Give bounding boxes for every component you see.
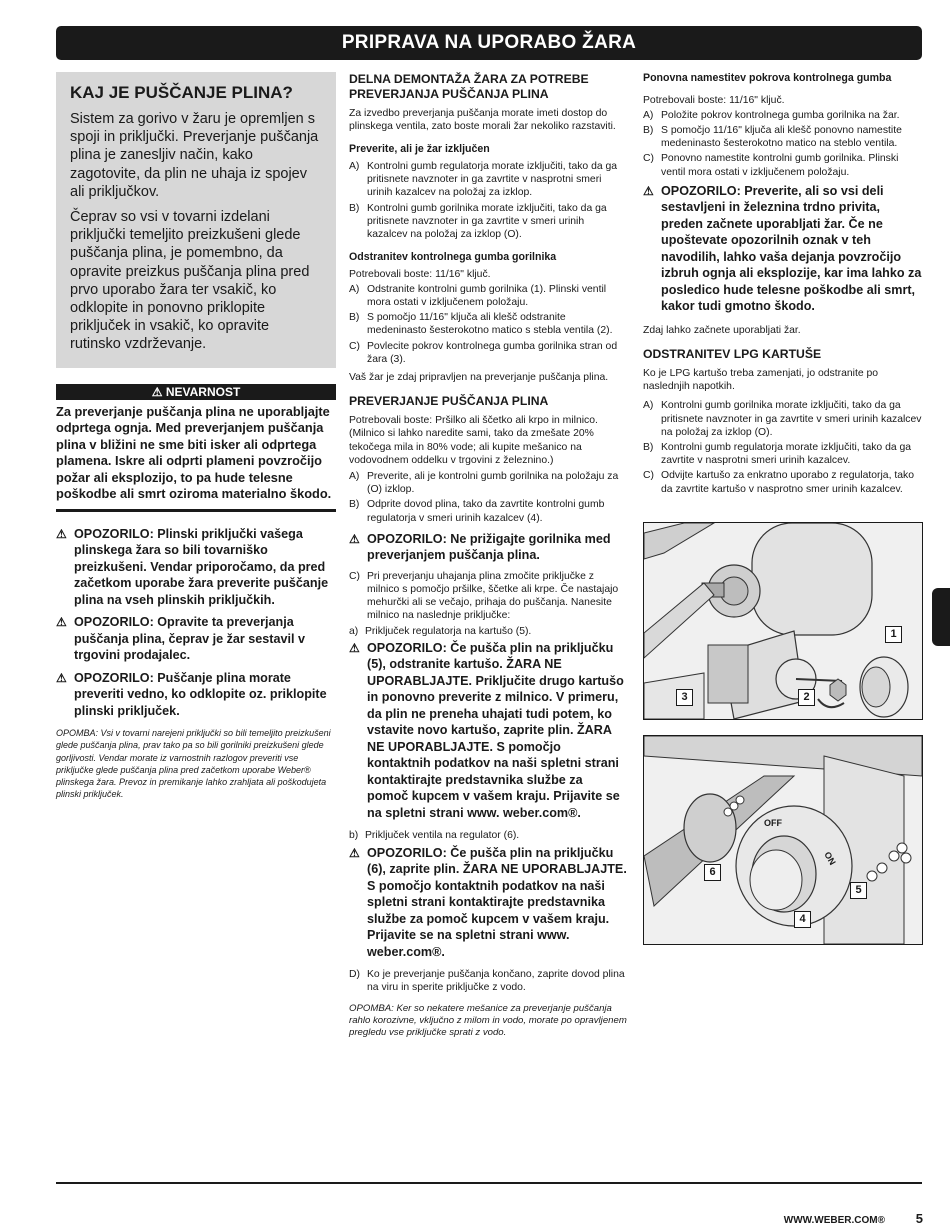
list-text: Kontrolni gumb gorilnika morate izključiti, tako da ga pritisnete navznoter in ga zavrtite v smeri urinih kazalcev na položaj za izklop (O). [367, 202, 607, 240]
paragraph: Potrebovali boste: Pršilko ali ščetko ali krpo in milnico. (Milnico si lahko naredite sami, tako da zmešate 20% tekočega mila in 80% vode; ali kupite mešanico na vodovodnem oddelku v trgovini z železnino.) [349, 415, 598, 466]
subheading: Preverite, ali je žar izključen [349, 143, 490, 156]
list-text: Kontrolni gumb gorilnika morate izključiti, tako da ga pritisnete navznoter in ga zavrtite v smeri urinih kazalcev na položaj za izklop (O). [661, 400, 922, 438]
column-1 [56, 72, 336, 800]
callout-6: 6 [704, 864, 721, 881]
warning-text: OPOZORILO: Opravite ta preverjanja puščanja plina, čeprav je žar sestavil v trgovini prodajalec. [74, 615, 306, 663]
list-item [643, 124, 922, 150]
info-box-title: KAJ JE PUŠČANJE PLINA? [70, 83, 293, 102]
warning-text: OPOZORILO: Preverite, ali so vsi deli sestavljeni in železnina trdno privita, preden začnete uporabljati žar. Če ne upoštevate opozorilnih oznak v teh navodilih, lahko vaša dejanja povzročijo izbruh ognja ali eksplozije, kar ima lahko za posledico hude telesne poškodbe ali smrt, kakor tudi gmotno škodo. [661, 183, 922, 314]
diagram-leak-points-drawing [644, 736, 922, 944]
list-label: D) [349, 969, 360, 981]
warning-valve-leak [349, 845, 627, 961]
list-text: Povlecite pokrov kontrolnega gumba gorilnika stran od žara (3). [367, 340, 618, 365]
warning-triangle-icon: ⚠ [56, 526, 67, 541]
list-text: Priključek ventila na regulator (6). [365, 830, 520, 842]
page-title: PRIPRAVA NA UPORABO ŽARA [56, 26, 922, 60]
list-reinstall [643, 109, 922, 179]
warning-text: OPOZORILO: Ne prižigajte gorilnika med preverjanjem puščanja plina. [367, 531, 611, 563]
section-heading-remove-cylinder: ODSTRANITEV LPG KARTUŠE [643, 346, 822, 361]
danger-label: NEVARNOST [165, 384, 241, 399]
warning-triangle-icon: ⚠ [349, 640, 360, 655]
section-tab [932, 588, 950, 646]
list-leak-check [349, 470, 627, 525]
footer-website: WWW.WEBER.COM® [783, 1215, 885, 1226]
list-label: C) [643, 153, 654, 165]
list-label: A) [349, 471, 360, 483]
warning-text: OPOZORILO: Plinski priključki vašega plinskega žara so bili tovarniško preizkušeni. Vendar priporočamo, da pred začetkom uporabe žara preverite puščanje plina na vseh plinskih priključkih. [74, 526, 329, 607]
list-label: A) [643, 400, 654, 412]
paragraph: Za izvedbo preverjanja puščanja morate imeti dostop do plinskega ventila, zato boste morali žar nekoliko razstaviti. [349, 108, 616, 133]
diagram-leak-points [643, 735, 923, 945]
list-item [349, 202, 627, 242]
note: OPOMBA: Ker so nekatere mešanice za preverjanje puščanja rahlo korozivne, vključno z milom in vodo, morate po opravljenem pregledu vse priključke sprati z vodo. [349, 1002, 627, 1038]
list-label: A) [349, 160, 360, 172]
page-number: 5 [915, 1211, 923, 1226]
subheading: Odstranitev kontrolnega gumba gorilnika [349, 251, 557, 264]
paragraph: Vaš žar je zdaj pripravljen na preverjanje puščanja plina. [349, 372, 609, 384]
list-item [349, 625, 627, 638]
list-remove-cylinder [643, 399, 922, 495]
list-label: C) [349, 570, 360, 582]
section-heading-disassembly: DELNA DEMONTAŽA ŽARA ZA POTREBE PREVERJANJA PUŠČANJA PLINA [349, 72, 589, 101]
knob-off-label: OFF [764, 818, 782, 828]
subheading: Ponovna namestitev pokrova kontrolnega gumba [643, 72, 892, 84]
list-label: A) [643, 109, 654, 121]
list-item [643, 399, 922, 439]
list-check-off [349, 160, 627, 241]
list-label: B) [643, 124, 654, 136]
warning-text: OPOZORILO: Če pušča plin na priključku (5), odstranite kartušo. ŽARA NE UPORABLJAJTE. Priključite drugo kartušo in ponovno preverite z milnico. V primeru, da plin ne preneha uhajati tudi potem, ko vstavite novo kartušo, zaprite plin. ŽARA NE UPORABLJAJTE. S pomočjo kontaktnih podatkov na naši spletni strani kontaktirajte predstavnika službe za pomoč kupcem v vašem kraju. Prijavite se na spletni strani www. weber.com®. [367, 640, 624, 820]
list-text: S pomočjo 11/16" ključa ali klešč odstranite medeninasto šesterokotno matico s stebla ventila (2). [367, 312, 613, 337]
list-label: A) [349, 283, 360, 295]
knob-on-label: ON [822, 850, 838, 867]
list-label: B) [643, 441, 654, 453]
paragraph: Ko je LPG kartušo treba zamenjati, jo odstranite po naslednjih napotkih. [643, 367, 879, 393]
paragraph: Zdaj lahko začnete uporabljati žar. [643, 324, 801, 336]
danger-header [56, 384, 336, 400]
warning-text: OPOZORILO: Puščanje plina morate preveriti vedno, ko odklopite oz. priklopite plinski priključek. [74, 670, 327, 718]
warning-triangle-icon: ⚠ [349, 531, 360, 546]
warning-triangle-icon: ⚠ [349, 845, 360, 860]
list-item [643, 152, 922, 178]
list-text: Kontrolni gumb regulatorja morate izključiti, tako da ga zavrtite v nasprotni smeri urinih kazalcev. [661, 441, 912, 467]
warning-no-ignite [349, 531, 627, 564]
list-item [349, 283, 627, 309]
list-item [349, 311, 627, 337]
list-remove-knob [349, 283, 627, 366]
diagram-knob-removal [643, 522, 923, 720]
callout-1: 1 [885, 626, 902, 643]
paragraph: Potrebovali boste: 11/16" ključ. [349, 268, 491, 280]
callout-2: 2 [798, 689, 815, 706]
callout-3: 3 [676, 689, 693, 706]
info-box-paragraph-2: Čeprav so vsi v tovarni izdelani priključki temeljito preizkušeni glede puščanja plina, je pomembno, da opravite preizkus puščanja plina pred prvo uporabo žara ter vsakič, ko odklopite in ponovno priklopite priključek in vsakič, ko opravite rutinsko vzdrževanje. [70, 209, 310, 353]
list-item [349, 160, 627, 200]
list-text: Kontrolni gumb regulatorja morate izključiti, tako da ga pritisnete navznoter in ga zavrtite v nasprotni smeri urinih kazalcev na položaj za izklop. [367, 160, 618, 199]
warning-3 [56, 670, 336, 720]
list-text: Priključek regulatorja na kartušo (5). [365, 625, 532, 637]
list-label: C) [349, 340, 360, 352]
list-item [643, 441, 922, 467]
list-item [349, 829, 627, 842]
danger-text: Za preverjanje puščanja plina ne uporabljajte odprtega ognja. Med preverjanjem puščanja plina v bližini ne sme biti isker ali odprtega plamena. Iskre ali odprti plameni povzročijo požar ali eksplozijo, to pa hude telesne poškodbe ali smrt oziroma materialno škodo. [56, 400, 336, 512]
warning-triangle-icon: ⚠ [151, 384, 163, 399]
footer-rule [56, 1182, 922, 1184]
list-item [643, 109, 922, 122]
note: OPOMBA: Vsi v tovarni narejeni priključki so bili temeljito preizkušeni glede puščanja plina, prav tako pa so bili gorilniki preizkušeni glede gorljivosti. Vendar morate iz varnostnih razlogov preveriti vse priključke glede puščanja plina pred začetkom uporabe Weber® plinskega žara. Prevoz in premikanje lahko zrahljata ali poškodujeta plinski priključek. [56, 728, 331, 800]
callout-4: 4 [794, 911, 811, 928]
section-heading-leak-check: PREVERJANJE PUŠČANJA PLINA [349, 394, 549, 409]
list-item [349, 470, 627, 496]
list-label: B) [349, 312, 360, 324]
list-item [349, 498, 627, 524]
list-label: B) [349, 499, 360, 511]
column-3 [643, 72, 922, 496]
warning-cylinder-leak [349, 640, 627, 822]
list-text: Odprite dovod plina, tako da zavrtite kontrolni gumb regulatorja v smeri urinih kazalcev (4). [367, 499, 605, 524]
callout-5: 5 [850, 882, 867, 899]
warning-1 [56, 526, 336, 609]
list-label: b) [349, 830, 359, 842]
list-text: Odstranite kontrolni gumb gorilnika (1). Plinski ventil mora ostati v izključenem položaju. [367, 283, 607, 309]
list-text: Preverite, ali je kontrolni gumb gorilnika na položaju za (O) izklop. [367, 471, 619, 496]
list-label: C) [643, 470, 654, 482]
list-label: B) [349, 202, 360, 214]
column-2 [349, 72, 627, 1039]
warning-2 [56, 614, 336, 664]
warning-triangle-icon: ⚠ [56, 670, 67, 685]
list-text: Ponovno namestite kontrolni gumb gorilnika. Plinski ventil mora ostati v izključenem položaju. [661, 153, 899, 178]
list-label: a) [349, 625, 359, 637]
warning-assembly [643, 183, 922, 315]
list-text: Pri preverjanju uhajanja plina zmočite priključke z milnico s pomočjo pršilke, ščetke ali krpe. Če nastajajo mehurčki ali se večajo, prihaja do puščanja. Nanesite milnico na naslednje priključke: [367, 570, 619, 622]
list-item [349, 340, 627, 366]
list-item [349, 570, 627, 623]
list-item [643, 469, 922, 495]
warning-triangle-icon: ⚠ [56, 615, 67, 630]
warning-text: OPOZORILO: Če pušča plin na priključku (6), zaprite plin. ŽARA NE UPORABLJAJTE. S pomočjo kontaktnih podatkov na naši spletni strani kontaktirajte predstavnika službe za pomoč kupcem v vašem kraju. Prijavite se na spletni strani www. weber.com®. [367, 845, 627, 959]
paragraph: Potrebovali boste: 11/16" ključ. [643, 94, 785, 106]
warning-triangle-icon: ⚠ [643, 183, 654, 198]
list-text: S pomočjo 11/16" ključa ali klešč ponovno namestite medeninasto šesterokotno matico na steblo ventila. [661, 124, 902, 150]
list-text: Ko je preverjanje puščanja končano, zaprite dovod plina na viru in sperite priključke z vodo. [367, 969, 625, 994]
list-item [349, 968, 627, 994]
list-text: Položite pokrov kontrolnega gumba gorilnika na žar. [661, 109, 900, 121]
info-box-paragraph-1: Sistem za gorivo v žaru je opremljen s spoji in priključki. Preverjanje puščanja plina je zanesljiv način, kako zagotovite, da plin ne uhaja iz spojev ali priključkov. [70, 111, 319, 200]
list-text: Odvijte kartušo za enkratno uporabo z regulatorja, tako da zavrtite kartušo v nasprotno smer urinih kazalcev. [661, 470, 914, 495]
info-box [56, 72, 336, 368]
